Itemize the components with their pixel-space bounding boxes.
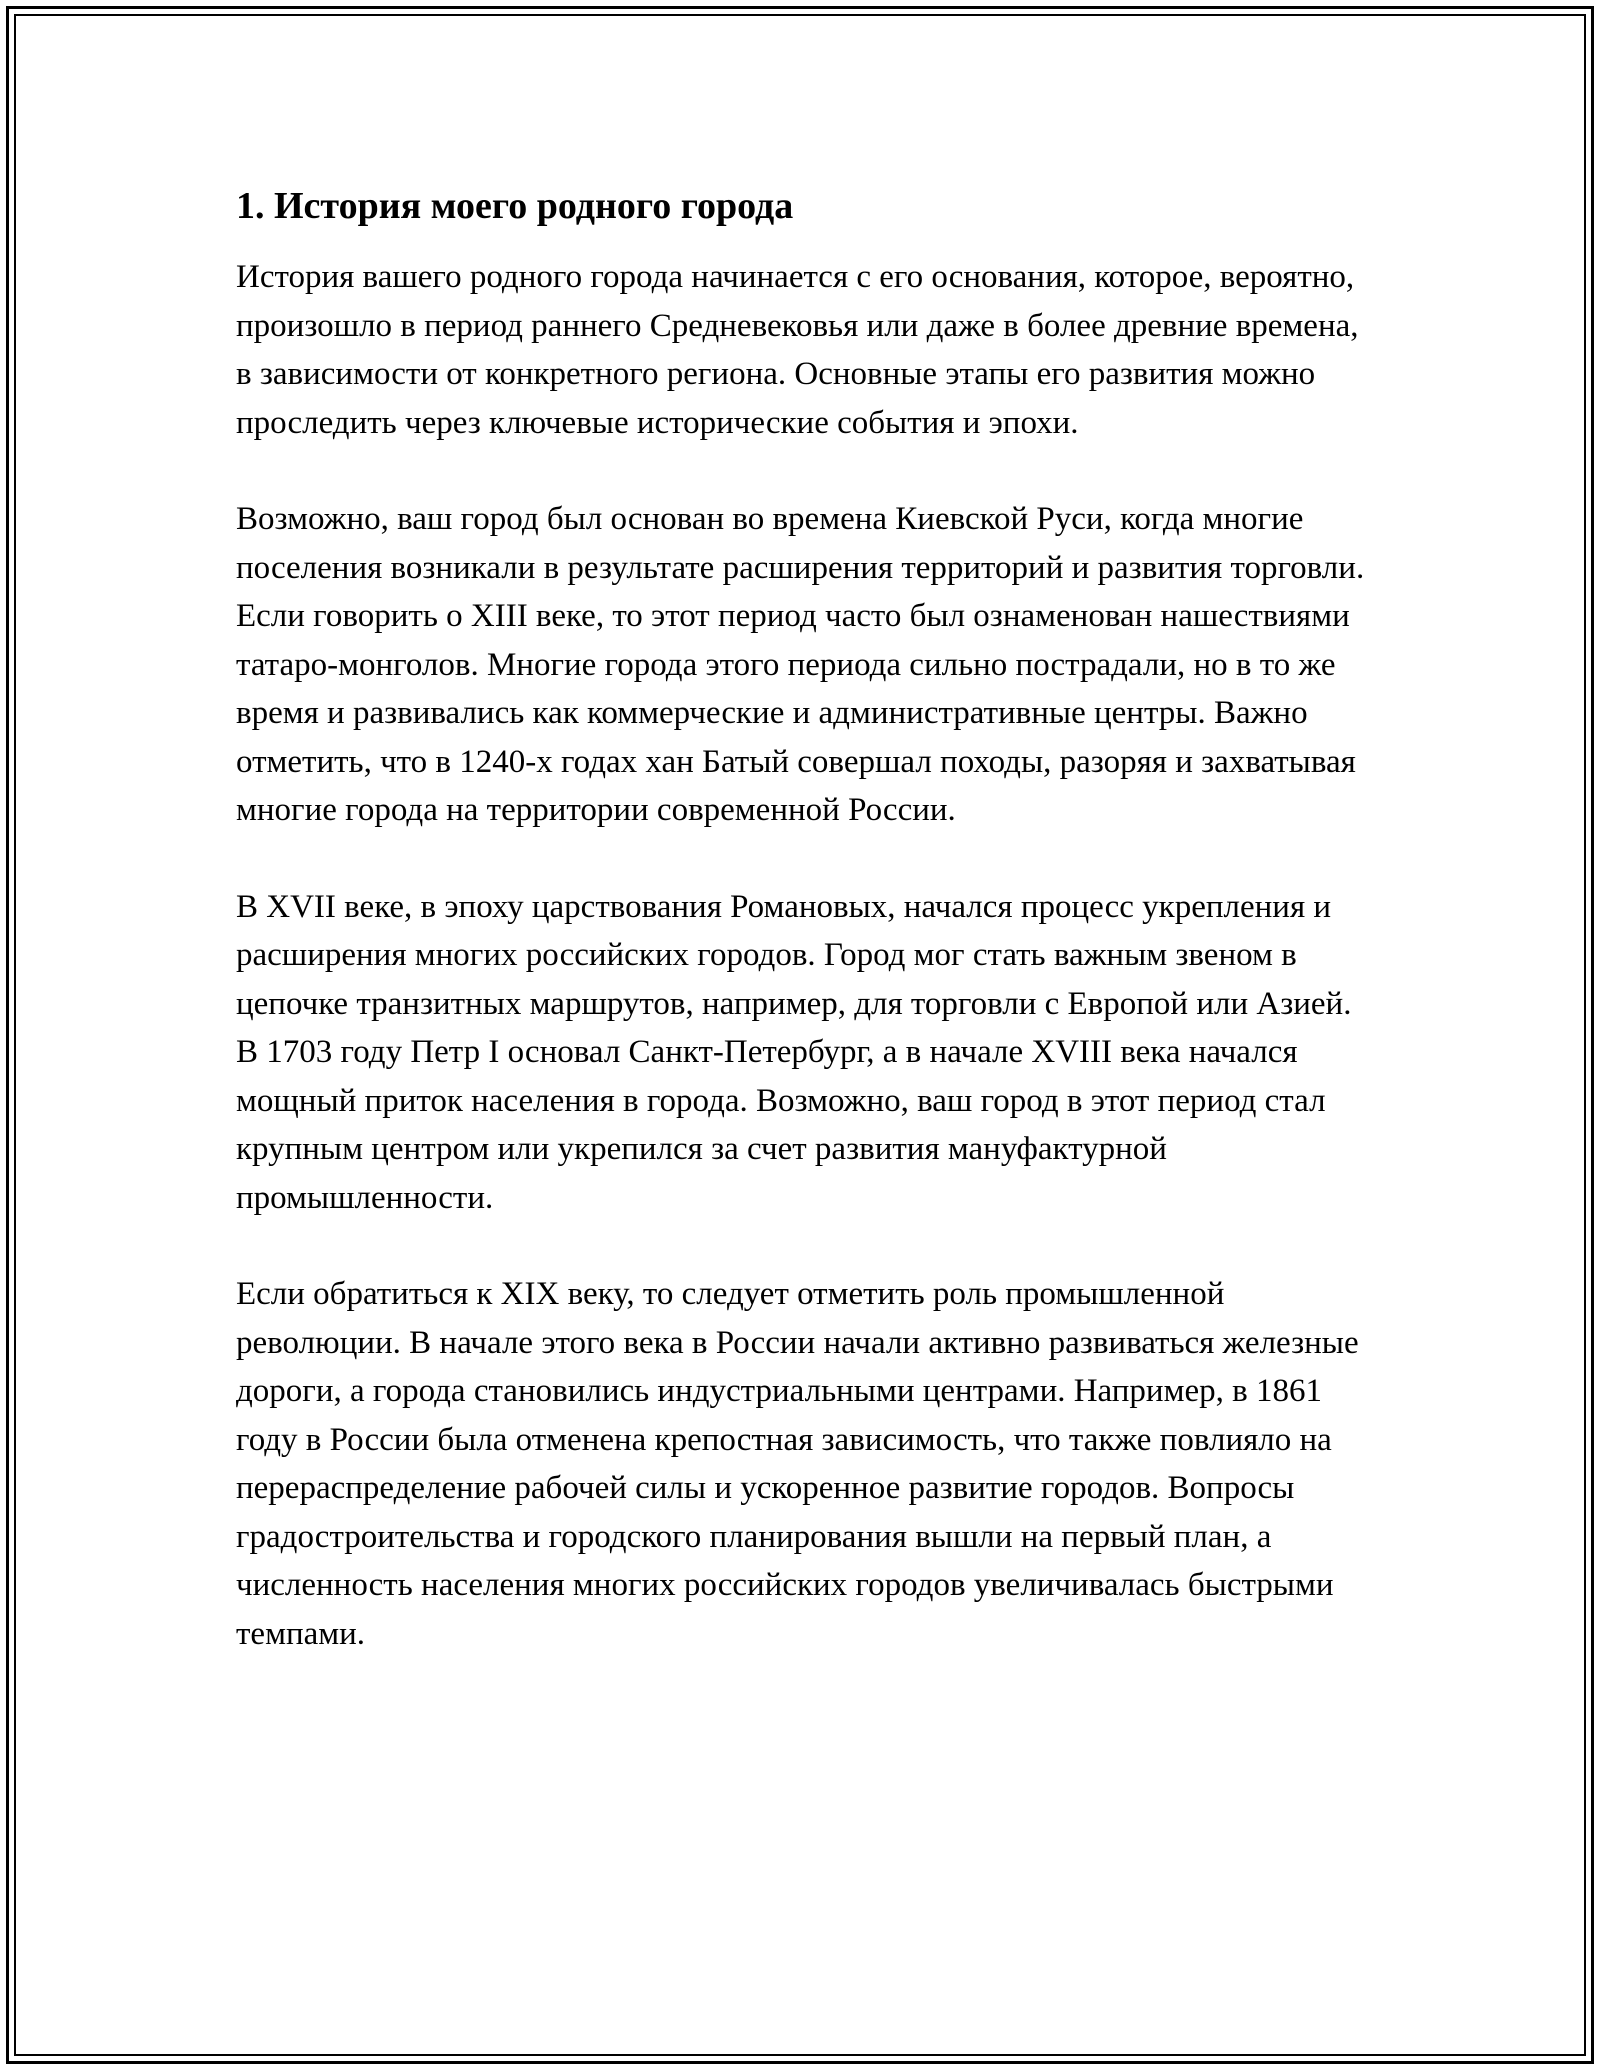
paragraph-romanov-era: В XVII веке, в эпоху царствования Романовых, начался процесс укрепления и расширения многих российских городов. Город мог стать важным звеном в цепочке транзитных маршрутов, например, для торговли с Европой или Азией. В 1703 году Петр I основал Санкт-Петербург, а в начале XVIII века начался мощный приток населения в города. Возможно, ваш город в этот период стал крупным центром или укрепился за счет развития мануфактурной промышленности.: [236, 888, 1352, 1216]
document-body: [236, 180, 1366, 1706]
section-heading: 1. История моего родного города: [236, 185, 794, 227]
paragraph-founding: История вашего родного города начинается с его основания, которое, вероятно, произошло в период раннего Средневековья или даже в более древние времена, в зависимости от конкретного региона. Основные этапы его развития можно проследить через ключевые исторические события и эпохи.: [236, 259, 1359, 441]
paragraph-industrial-revolution: Если обратиться к XIX веку, то следует отметить роль промышленной революции. В начале этого века в России начали активно развиваться железные дороги, а города становились индустриальными центрами. Например, в 1861 году в России была отменена крепостная зависимость, что также повлияло на перераспределение рабочей силы и ускоренное развитие городов. Вопросы градостроительства и городского планирования вышли на первый план, а численность населения многих российских городов увеличивалась быстрыми темпами.: [236, 1276, 1359, 1652]
paragraph-kievan-rus: Возможно, ваш город был основан во времена Киевской Руси, когда многие поселения возникали в результате расширения территорий и развития торговли. Если говорить о XIII веке, то этот период часто был ознаменован нашествиями татаро-монголов. Многие города этого периода сильно пострадали, но в то же время и развивались как коммерческие и административные центры. Важно отметить, что в 1240-х годах хан Батый совершал походы, разоряя и захватывая многие города на территории современной России.: [236, 501, 1365, 829]
